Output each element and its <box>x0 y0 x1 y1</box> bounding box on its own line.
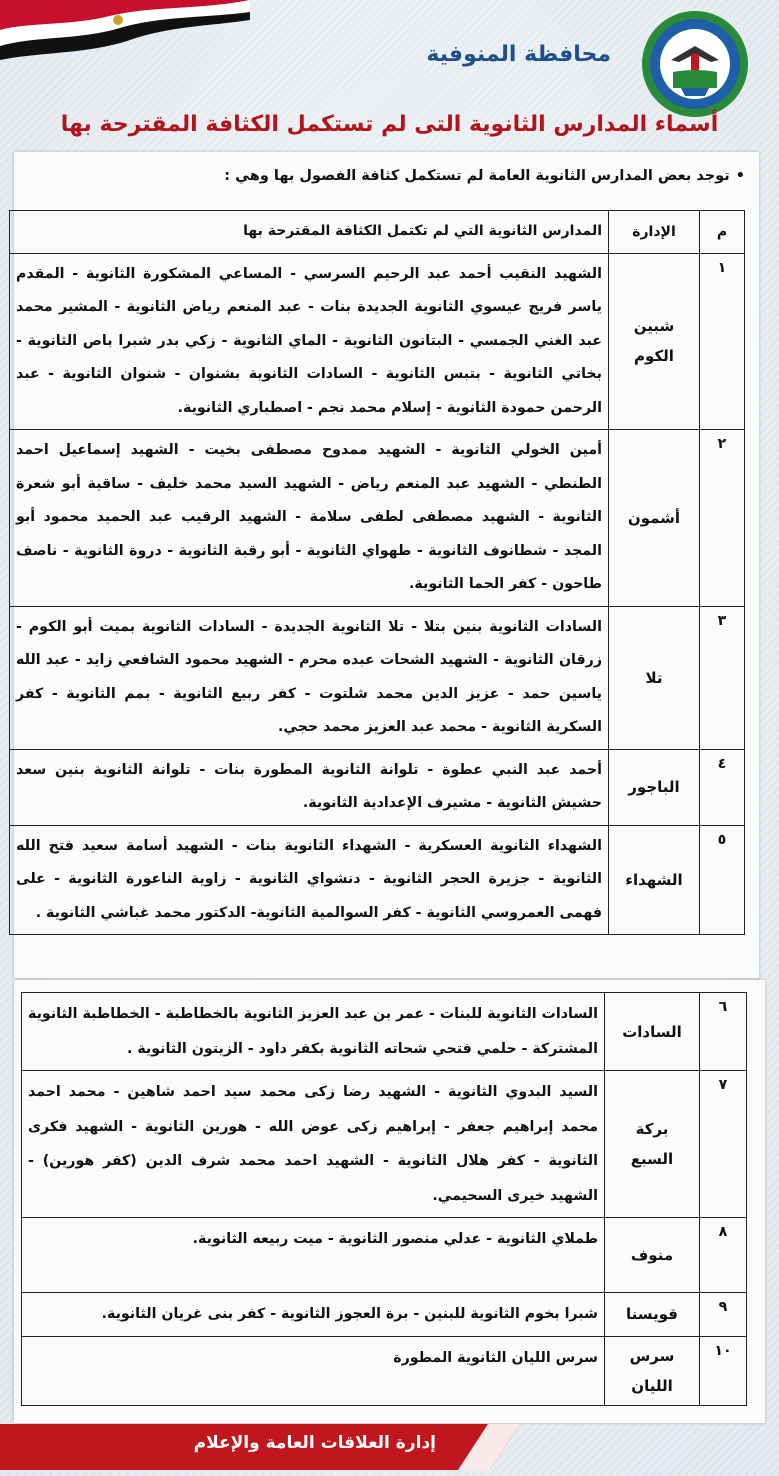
col-header-num: م <box>700 211 745 254</box>
row-schools: طملاي الثانوية - عدلي منصور الثانوية - ميت ربيعه الثانوية. <box>22 1218 605 1293</box>
menoufia-logo-icon <box>641 10 749 118</box>
row-schools: أمين الخولي الثانوية - الشهيد ممدوح مصطفى بخيت - الشهيد إسماعيل احمد الطنطي - الشهيد عبد المنعم رياض - الشهيد السيد محمد خليف - ساقية أبو شعرة الثانوية - الشهيد مصطفى لطفى سلامة - الشهيد الرقيب عبد الحميد محمود أبو المجد - شطانوف الثانوية - طهواي الثانوية - أبو رقبة الثانوية - دروة الثانوية - ناصف طاحون - كفر الحما الثانوية. <box>10 430 609 607</box>
bullet-icon: • <box>735 168 745 184</box>
row-idara: بركة السبع <box>630 1120 674 1168</box>
table-row <box>10 606 745 749</box>
row-schools: السادات الثانوية بنين بتلا - تلا الثانوية الجديدة - السادات الثانوية بميت أبو الكوم - زرقان الثانوية - الشهيد الشحات عبده محرم - الشهيد محمود الشافعي زايد - عبد الله ياسين حمد - عزيز الدين محمد شلتوت - كفر ربيع الثانوية - بمم الثانوية - كفر السكرية الثانوية - محمد عبد العزيز محمد حجي. <box>10 606 609 749</box>
table-row <box>10 253 745 430</box>
table-row <box>10 749 745 825</box>
row-number: ٤ <box>717 755 727 772</box>
row-number: ٥ <box>717 831 727 848</box>
row-number: ٦ <box>718 999 728 1015</box>
row-schools: السادات الثانوية للبنات - عمر بن عبد العزيز الثانوية بالخطاطبة - الخطاطبة الثانوية المشتركة - حلمي فتحي شحاته الثانوية بكفر داود - الزيتون الثانوية . <box>22 993 605 1071</box>
table-row <box>10 430 745 607</box>
row-number: ٢ <box>717 436 727 452</box>
table-row <box>22 993 747 1071</box>
row-schools: سرس الليان الثانوية المطورة <box>22 1336 605 1405</box>
table-row <box>22 1071 747 1218</box>
table-header-row <box>10 211 745 254</box>
row-schools: السيد البدوي الثانوية - الشهيد رضا زكى محمد سيد احمد شاهين - محمد احمد محمد إبراهيم جعفر - إبراهيم زكى عوض الله - هورين الثانوية - الشهيد فكرى الثانوية - كفر هلال الثانوية - الشهيد احمد محمد شرف الدين (كفر هورين) - الشهيد خيرى السحيمي. <box>22 1071 605 1218</box>
row-schools: الشهداء الثانوية العسكرية - الشهداء الثانوية بنات - الشهيد أسامة سعيد فتح الله الثانوية - جزيرة الحجر الثانوية - دنشواي الثانوية - زاوية الناعورة الثانوية - على فهمى العمروسي الثانوية - كفر السوالمية الثانوية- الدكتور محمد غباشي الثانوية . <box>10 825 609 935</box>
table-row <box>22 1218 747 1293</box>
egypt-flag-icon <box>0 0 250 60</box>
row-number: ١٠ <box>714 1342 732 1359</box>
governorate-name: محافظة المنوفية <box>426 42 611 67</box>
row-idara: تلا <box>645 668 663 687</box>
row-number: ٣ <box>717 612 727 629</box>
schools-table-part-1 <box>9 210 745 935</box>
row-idara: السادات <box>622 1022 682 1041</box>
row-idara: الباجور <box>628 778 680 796</box>
schools-table-part-2 <box>21 992 747 1406</box>
row-idara: سرس الليان <box>629 1346 675 1395</box>
intro-sentence: توجد بعض المدارس الثانوية العامة لم تستكمل كثافة الفصول بها وهي : <box>224 168 730 184</box>
document-page-1 <box>14 152 759 978</box>
row-number: ١ <box>717 259 727 276</box>
col-header-schools: المدارس الثانوية التي لم تكتمل الكثافة المقترحة بها <box>10 211 609 254</box>
row-schools: أحمد عبد النبي عطوة - تلوانة الثانوية المطورة بنات - تلوانة الثانوية بنين سعد حشيش الثانوية - مشيرف الإعدادية الثانوية. <box>10 749 609 825</box>
page-title: أسماء المدارس الثانوية التى لم تستكمل الكثافة المقترحة بها <box>60 112 719 137</box>
intro-text <box>224 168 745 184</box>
document-page-2 <box>14 980 765 1423</box>
row-idara: أشمون <box>627 508 681 527</box>
row-idara: الشهداء <box>625 870 683 889</box>
row-idara: شبين الكوم <box>633 317 675 366</box>
row-number: ٨ <box>718 1224 728 1240</box>
row-schools: الشهيد النقيب أحمد عبد الرحيم السرسي - المساعي المشكورة الثانوية - المقدم ياسر فريج عيسوي الثانوية الجديدة بنات - عبد المنعم رياض الثانوية - المشير محمد عبد الغني الجمسي - البتانون الثانوية - الماي الثانوية - زكي بدر شبرا باص الثانوية - بخاتي الثانوية - بتبس الثانوية - السادات الثانوية بشنوان - شنوان الثانوية - عبد الرحمن حمودة الثانوية - إسلام محمد نجم - اصطباري الثانوية. <box>10 253 609 430</box>
footer-ribbon <box>0 1424 520 1470</box>
footer-label: إدارة العلاقات العامة والإعلام <box>193 1433 436 1453</box>
table-row <box>22 1336 747 1405</box>
row-idara: منوف <box>630 1246 674 1264</box>
row-idara: قويسنا <box>626 1305 678 1324</box>
row-number: ٧ <box>718 1077 728 1093</box>
col-header-idara: الإدارة <box>609 211 700 254</box>
table-row <box>10 825 745 935</box>
row-schools: شبرا بخوم الثانوية للبنين - برة العجوز الثانوية - كفر بنى غريان الثانوية. <box>22 1293 605 1337</box>
table-row <box>22 1293 747 1337</box>
row-number: ٩ <box>718 1299 728 1315</box>
